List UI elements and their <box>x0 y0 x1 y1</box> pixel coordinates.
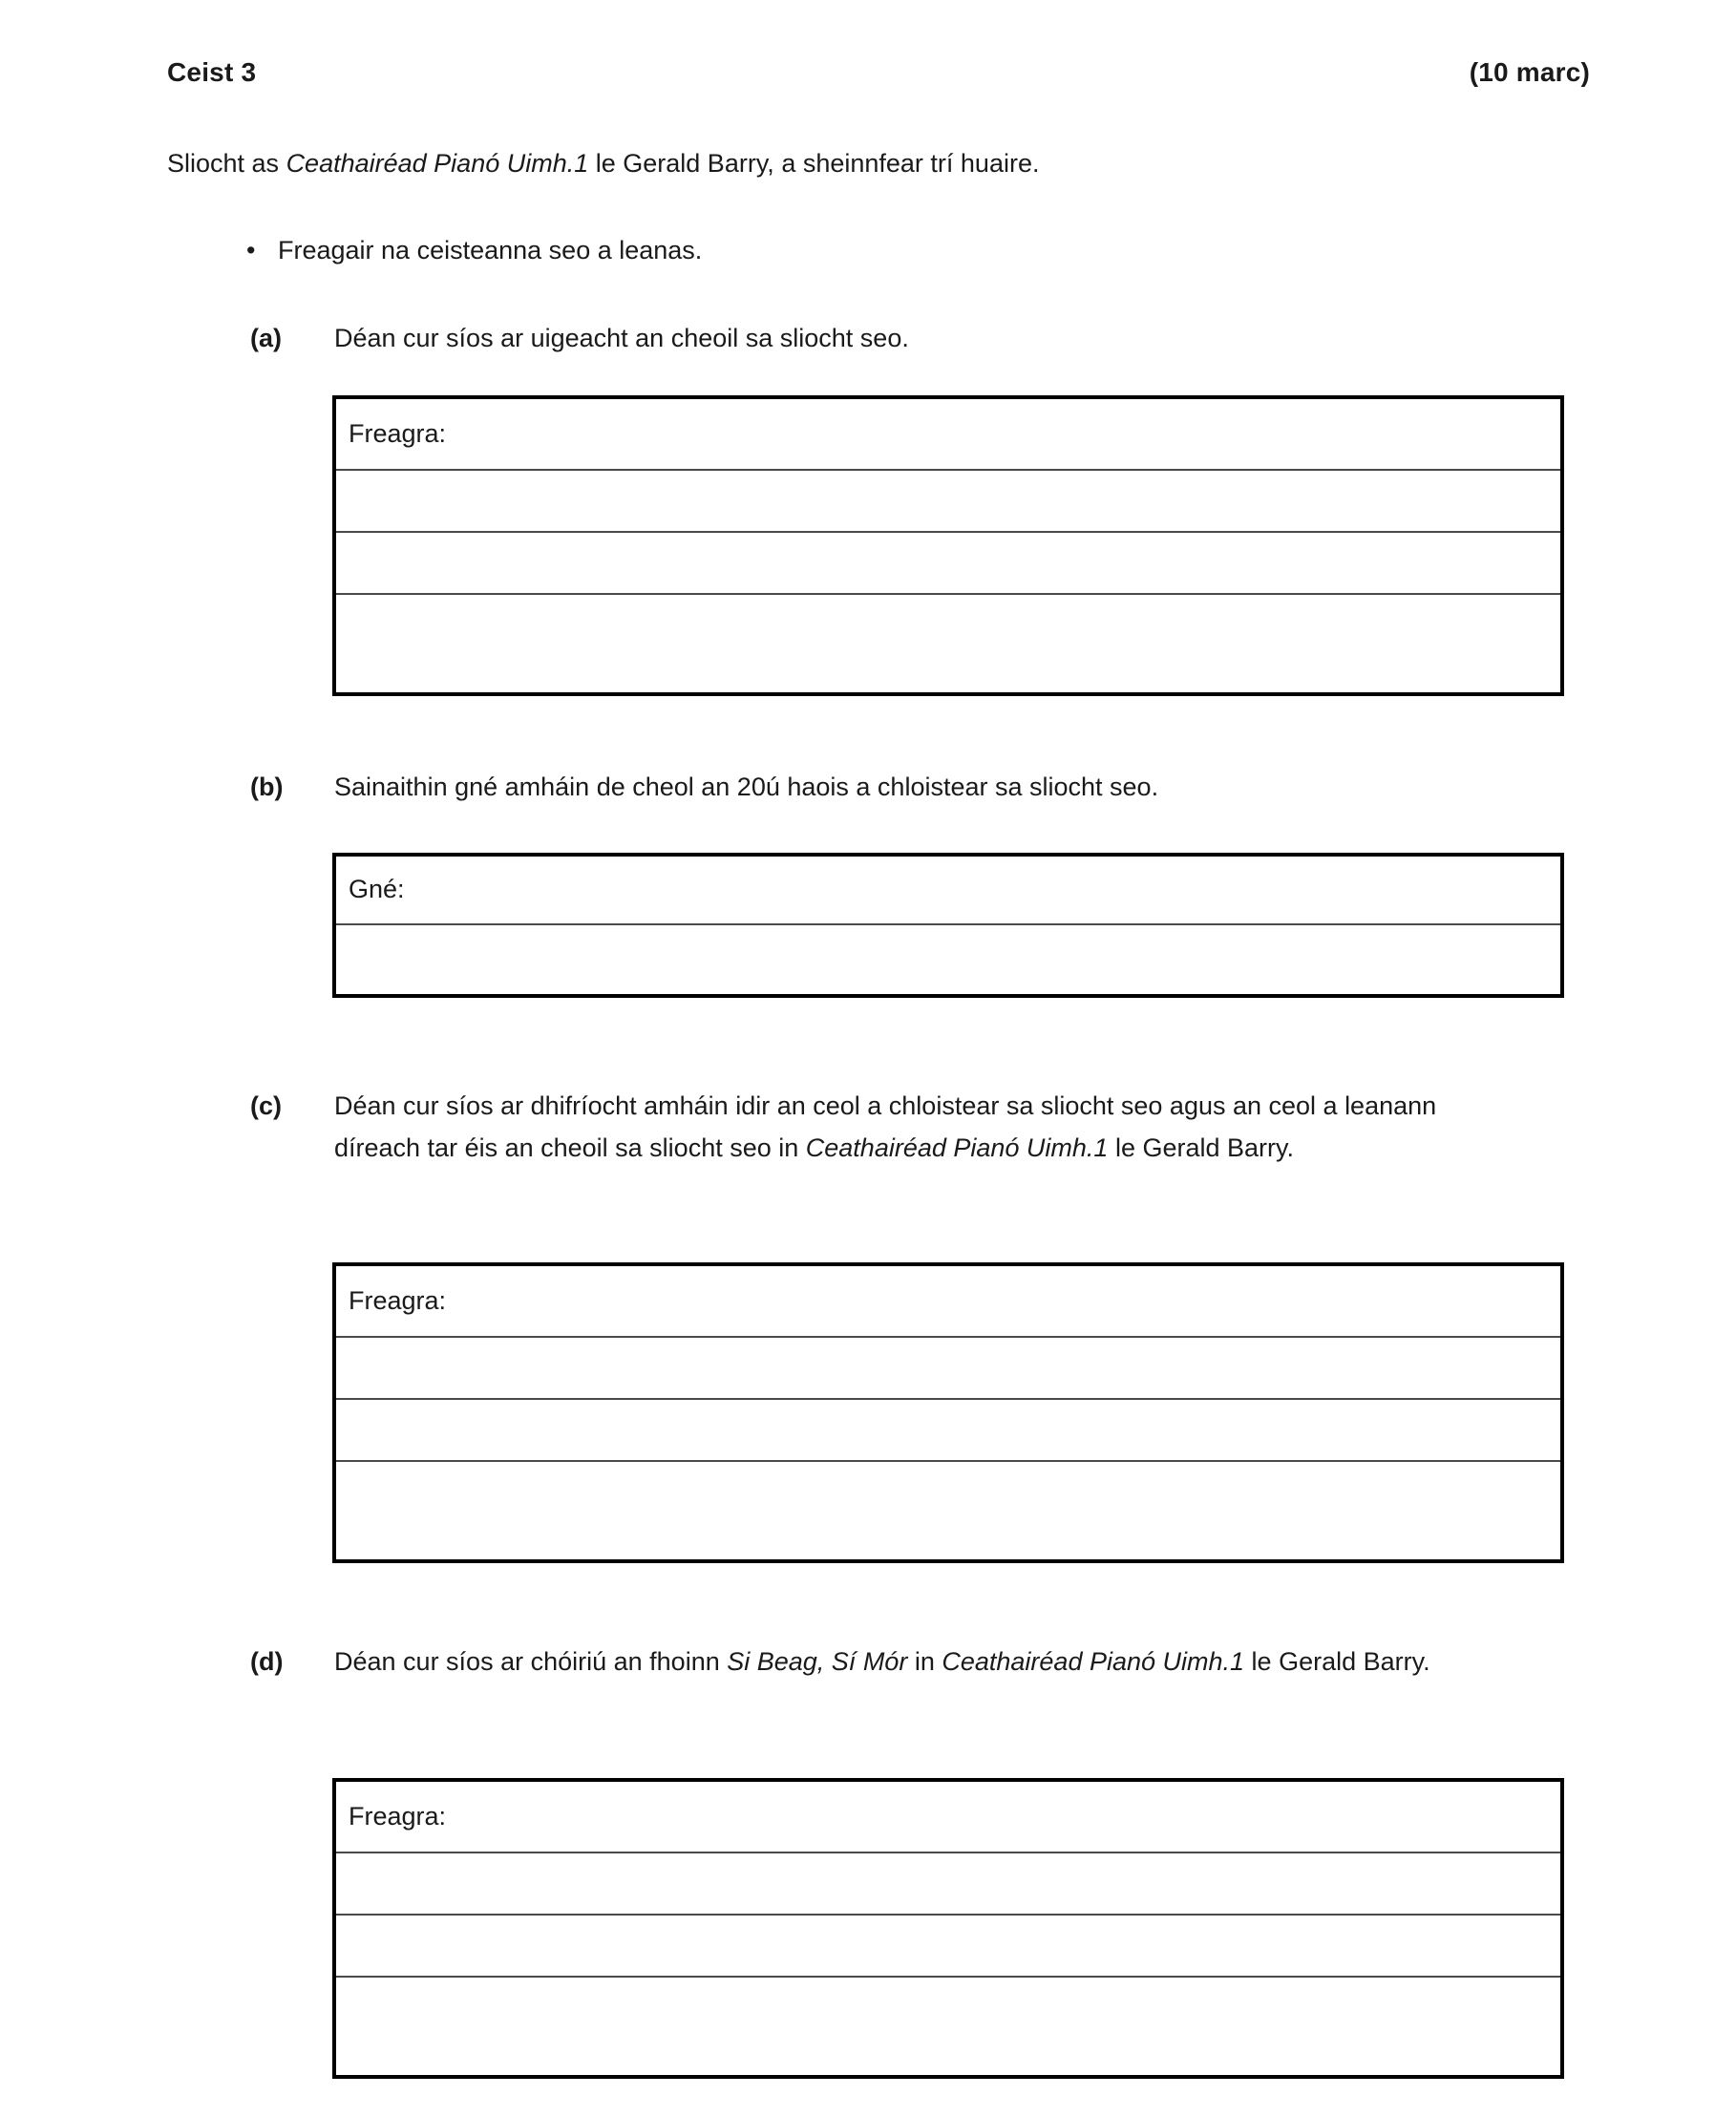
question-d-text-part2: in <box>907 1647 942 1676</box>
page-header <box>167 57 1590 88</box>
answer-row[interactable] <box>336 1916 1560 1978</box>
question-d-text <box>334 1641 1430 1683</box>
bullet-icon: • <box>246 236 256 265</box>
answer-row[interactable] <box>336 1978 1560 2041</box>
question-c-label: (c) <box>250 1091 282 1120</box>
answer-row[interactable] <box>336 595 1560 658</box>
answer-row[interactable] <box>336 399 1560 471</box>
answer-row[interactable] <box>336 1462 1560 1525</box>
question-c-text-part1: Déan cur síos ar dhifríocht amháin idir an ceol a chloistear sa sliocht seo agus an ceol a leanann díreach tar éis an cheoil sa sliocht seo in <box>334 1091 1437 1162</box>
question-d-label: (d) <box>250 1647 284 1676</box>
question-b-label: (b) <box>250 773 284 801</box>
question-a-text: Déan cur síos ar uigeacht an cheoil sa sliocht seo. <box>334 324 909 352</box>
question-d-text-part1: Déan cur síos ar chóiriú an fhoinn <box>334 1647 728 1676</box>
question-a <box>250 318 1587 360</box>
instruction-bullet <box>246 232 702 269</box>
answer-row[interactable] <box>336 1853 1560 1916</box>
question-d-tune-title: Si Beag, Sí Mór <box>727 1647 908 1676</box>
answer-row[interactable] <box>336 471 1560 533</box>
question-c-text <box>334 1086 1494 1169</box>
question-b <box>250 767 1587 809</box>
intro-text-before: Sliocht as <box>167 149 286 178</box>
intro-work-title: Ceathairéad Pianó Uimh.1 <box>286 149 589 178</box>
answer-box-b[interactable] <box>332 853 1564 998</box>
answer-label-c: Freagra: <box>349 1285 447 1315</box>
page-title: Ceist 3 <box>167 57 257 87</box>
question-a-label: (a) <box>250 324 282 352</box>
answer-box-a[interactable] <box>332 395 1564 696</box>
question-d <box>250 1641 1587 1683</box>
answer-label-a: Freagra: <box>349 418 447 448</box>
question-d-work-title: Ceathairéad Pianó Uimh.1 <box>942 1647 1245 1676</box>
answer-label-d: Freagra: <box>349 1801 447 1831</box>
answer-box-c[interactable] <box>332 1262 1564 1563</box>
answer-row[interactable] <box>336 533 1560 595</box>
question-b-text: Sainaithin gné amháin de cheol an 20ú haois a chloistear sa sliocht seo. <box>334 773 1159 801</box>
question-c-work-title: Ceathairéad Pianó Uimh.1 <box>805 1133 1109 1162</box>
answer-row[interactable] <box>336 1782 1560 1853</box>
answer-row[interactable] <box>336 1266 1560 1338</box>
marks-label: (10 marc) <box>1469 57 1590 87</box>
answer-label-b: Gné: <box>349 875 405 904</box>
question-d-text-part3: le Gerald Barry. <box>1244 1647 1430 1676</box>
question-c <box>250 1086 1587 1169</box>
answer-row[interactable] <box>336 857 1560 925</box>
answer-box-d[interactable] <box>332 1778 1564 2079</box>
intro-text-after: le Gerald Barry, a sheinnfear trí huaire. <box>588 149 1040 178</box>
answer-row[interactable] <box>336 1338 1560 1400</box>
intro-text <box>167 145 1039 182</box>
question-c-text-part2: le Gerald Barry. <box>1108 1133 1295 1162</box>
answer-row[interactable] <box>336 1400 1560 1462</box>
answer-row[interactable] <box>336 925 1560 988</box>
instruction-text: Freagair na ceisteanna seo a leanas. <box>278 236 703 265</box>
